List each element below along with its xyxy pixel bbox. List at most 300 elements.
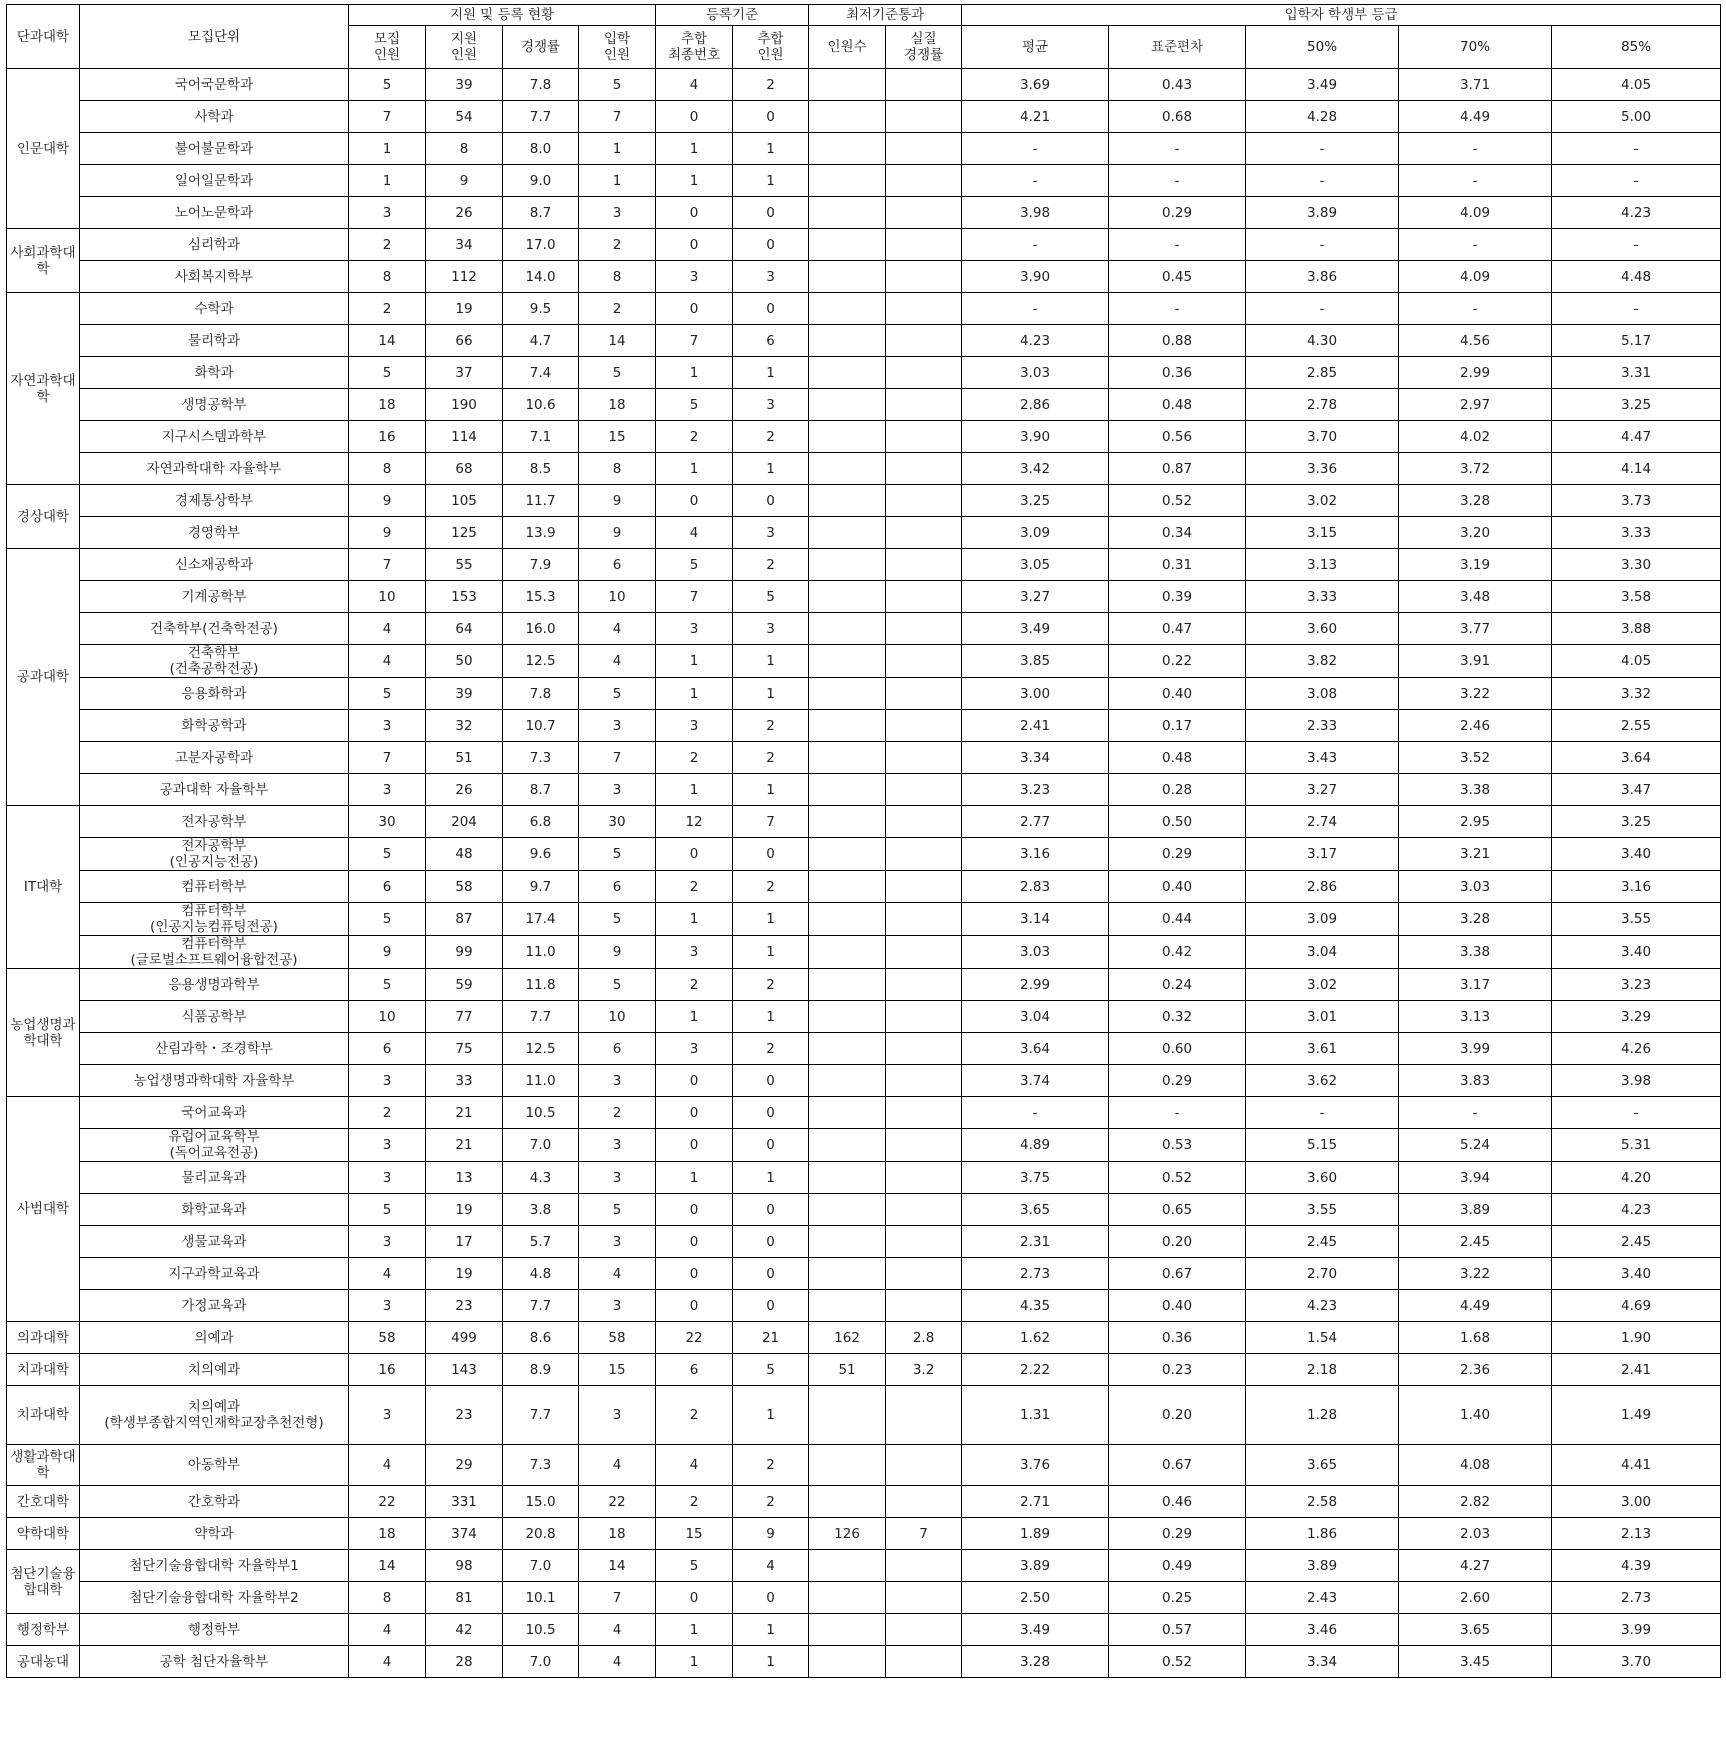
unit-cell: [80, 197, 349, 229]
avg-cell: 2.50: [962, 1582, 1109, 1614]
avg-cell: 2.99: [962, 969, 1109, 1001]
recruit-cell: 4: [349, 1445, 426, 1486]
real-ratio-cell: [886, 165, 962, 197]
p70-cell: 4.09: [1399, 197, 1552, 229]
unit-name-line: 전자공학부: [181, 838, 247, 854]
table-row: [7, 581, 1721, 613]
pass-count-cell: [809, 1614, 886, 1646]
extra-last-cell: 5: [656, 1550, 733, 1582]
header-unit: 모집단위: [80, 5, 349, 69]
unit-name-line: 치의예과: [187, 1361, 241, 1378]
table-header: [7, 5, 1721, 69]
avg-cell: 4.21: [962, 101, 1109, 133]
apply-cell: 51: [426, 742, 503, 774]
recruit-cell: 4: [349, 645, 426, 678]
recruit-cell: 18: [349, 389, 426, 421]
recruit-cell: 5: [349, 969, 426, 1001]
pass-count-cell: [809, 936, 886, 969]
apply-cell: 105: [426, 485, 503, 517]
apply-cell: 112: [426, 261, 503, 293]
p70-cell: 3.22: [1399, 678, 1552, 710]
recruit-cell: 14: [349, 325, 426, 357]
p85-cell: 3.98: [1552, 1065, 1721, 1097]
header-std: 표준편차: [1109, 26, 1246, 69]
p70-cell: 4.49: [1399, 1290, 1552, 1322]
p70-cell: 3.13: [1399, 1001, 1552, 1033]
p50-cell: 3.89: [1246, 1550, 1399, 1582]
extra-count-cell: 2: [733, 871, 809, 903]
enroll-cell: 7: [579, 742, 656, 774]
ratio-cell: 8.7: [503, 197, 579, 229]
ratio-cell: 4.7: [503, 325, 579, 357]
extra-count-cell: 7: [733, 806, 809, 838]
avg-cell: 2.31: [962, 1226, 1109, 1258]
extra-last-cell: 2: [656, 969, 733, 1001]
pass-count-cell: [809, 969, 886, 1001]
ratio-cell: 3.8: [503, 1194, 579, 1226]
ratio-cell: 20.8: [503, 1518, 579, 1550]
table-row: [7, 421, 1721, 453]
std-cell: 0.48: [1109, 389, 1246, 421]
unit-cell: [80, 1582, 349, 1614]
avg-cell: 3.09: [962, 517, 1109, 549]
recruit-cell: 7: [349, 549, 426, 581]
avg-cell: 3.25: [962, 485, 1109, 517]
ratio-cell: 8.7: [503, 774, 579, 806]
enroll-cell: 1: [579, 133, 656, 165]
extra-count-cell: 2: [733, 69, 809, 101]
p70-cell: 3.38: [1399, 774, 1552, 806]
p50-cell: -: [1246, 229, 1399, 261]
enroll-cell: 5: [579, 69, 656, 101]
extra-last-cell: 2: [656, 1386, 733, 1445]
table-row: [7, 645, 1721, 678]
enroll-cell: 4: [579, 1614, 656, 1646]
header-extra-last: 추합 최종번호: [656, 26, 733, 69]
pass-count-cell: [809, 613, 886, 645]
unit-name-line: 응용생명과학부: [168, 976, 260, 993]
p85-cell: 3.31: [1552, 357, 1721, 389]
unit-name-line: 생물교육과: [181, 1233, 247, 1250]
avg-cell: 1.89: [962, 1518, 1109, 1550]
unit-cell: [80, 1226, 349, 1258]
p50-cell: 2.45: [1246, 1226, 1399, 1258]
real-ratio-cell: [886, 1646, 962, 1678]
enroll-cell: 14: [579, 1550, 656, 1582]
p85-cell: 4.39: [1552, 1550, 1721, 1582]
avg-cell: 4.35: [962, 1290, 1109, 1322]
table-row: [7, 1322, 1721, 1354]
table-row: [7, 325, 1721, 357]
real-ratio-cell: [886, 517, 962, 549]
table-row: [7, 774, 1721, 806]
extra-count-cell: 1: [733, 1001, 809, 1033]
ratio-cell: 7.9: [503, 549, 579, 581]
recruit-cell: 3: [349, 197, 426, 229]
p85-cell: 4.20: [1552, 1162, 1721, 1194]
enroll-cell: 5: [579, 357, 656, 389]
header-enroll: 입학 인원: [579, 26, 656, 69]
unit-name-line: (글로벌소프트웨어융합전공): [130, 952, 298, 968]
real-ratio-cell: [886, 453, 962, 485]
p50-cell: 2.86: [1246, 871, 1399, 903]
table-row: [7, 969, 1721, 1001]
apply-cell: 59: [426, 969, 503, 1001]
unit-cell: [80, 69, 349, 101]
unit-name-line: 신소재공학과: [174, 556, 254, 573]
avg-cell: 2.73: [962, 1258, 1109, 1290]
avg-cell: -: [962, 293, 1109, 325]
ratio-cell: 12.5: [503, 1033, 579, 1065]
enroll-cell: 2: [579, 293, 656, 325]
enroll-cell: 4: [579, 645, 656, 678]
unit-name-line: 약학과: [194, 1525, 234, 1542]
pass-count-cell: [809, 197, 886, 229]
recruit-cell: 4: [349, 613, 426, 645]
apply-cell: 64: [426, 613, 503, 645]
p50-cell: 3.15: [1246, 517, 1399, 549]
unit-name-line: 자연과학대학 자율학부: [146, 460, 282, 477]
std-cell: 0.46: [1109, 1486, 1246, 1518]
unit-cell: [80, 936, 349, 969]
enroll-cell: 10: [579, 1001, 656, 1033]
p70-cell: 1.40: [1399, 1386, 1552, 1445]
pass-count-cell: [809, 421, 886, 453]
p70-cell: 3.99: [1399, 1033, 1552, 1065]
real-ratio-cell: [886, 1258, 962, 1290]
p85-cell: 3.25: [1552, 806, 1721, 838]
p85-cell: 4.23: [1552, 197, 1721, 229]
p70-cell: 4.08: [1399, 1445, 1552, 1486]
apply-cell: 19: [426, 1258, 503, 1290]
avg-cell: 3.05: [962, 549, 1109, 581]
college-cell: 자연과학대학: [7, 293, 80, 485]
unit-cell: [80, 613, 349, 645]
extra-last-cell: 0: [656, 293, 733, 325]
real-ratio-cell: [886, 1194, 962, 1226]
p85-cell: 3.25: [1552, 389, 1721, 421]
ratio-cell: 11.7: [503, 485, 579, 517]
p85-cell: 2.45: [1552, 1226, 1721, 1258]
recruit-cell: 5: [349, 678, 426, 710]
recruit-cell: 16: [349, 421, 426, 453]
extra-last-cell: 2: [656, 871, 733, 903]
p85-cell: -: [1552, 1097, 1721, 1129]
unit-name-line: 경영학부: [187, 524, 241, 541]
std-cell: 0.32: [1109, 1001, 1246, 1033]
recruit-cell: 4: [349, 1614, 426, 1646]
ratio-cell: 8.0: [503, 133, 579, 165]
p85-cell: 4.23: [1552, 1194, 1721, 1226]
enroll-cell: 3: [579, 1226, 656, 1258]
enroll-cell: 3: [579, 710, 656, 742]
ratio-cell: 7.4: [503, 357, 579, 389]
p70-cell: 3.94: [1399, 1162, 1552, 1194]
unit-cell: [80, 1518, 349, 1550]
real-ratio-cell: [886, 1582, 962, 1614]
enroll-cell: 4: [579, 613, 656, 645]
extra-count-cell: 9: [733, 1518, 809, 1550]
extra-count-cell: 1: [733, 357, 809, 389]
unit-cell: [80, 1386, 349, 1445]
avg-cell: 3.75: [962, 1162, 1109, 1194]
unit-cell: [80, 1065, 349, 1097]
unit-name-line: 지구과학교육과: [168, 1265, 260, 1282]
college-cell: IT대학: [7, 806, 80, 969]
p70-cell: 3.45: [1399, 1646, 1552, 1678]
enroll-cell: 9: [579, 517, 656, 549]
apply-cell: 39: [426, 678, 503, 710]
extra-count-cell: 2: [733, 549, 809, 581]
real-ratio-cell: [886, 1445, 962, 1486]
unit-cell: [80, 421, 349, 453]
p85-cell: 3.88: [1552, 613, 1721, 645]
recruit-cell: 8: [349, 1582, 426, 1614]
ratio-cell: 10.7: [503, 710, 579, 742]
unit-name-line: 국어교육과: [181, 1104, 247, 1121]
table-row: [7, 357, 1721, 389]
ratio-cell: 11.0: [503, 1065, 579, 1097]
avg-cell: 3.00: [962, 678, 1109, 710]
unit-cell: [80, 903, 349, 936]
recruit-cell: 2: [349, 1097, 426, 1129]
unit-name-line: 가정교육과: [181, 1297, 247, 1314]
avg-cell: 3.34: [962, 742, 1109, 774]
p70-cell: 3.77: [1399, 613, 1552, 645]
pass-count-cell: [809, 1129, 886, 1162]
ratio-cell: 14.0: [503, 261, 579, 293]
apply-cell: 48: [426, 838, 503, 871]
std-cell: 0.57: [1109, 1614, 1246, 1646]
avg-cell: 3.74: [962, 1065, 1109, 1097]
header-group-reg: 등록기준: [656, 5, 809, 26]
extra-count-cell: 0: [733, 1258, 809, 1290]
ratio-cell: 17.0: [503, 229, 579, 261]
recruit-cell: 1: [349, 165, 426, 197]
unit-cell: [80, 1001, 349, 1033]
extra-count-cell: 0: [733, 229, 809, 261]
extra-last-cell: 5: [656, 549, 733, 581]
real-ratio-cell: [886, 871, 962, 903]
p70-cell: 3.48: [1399, 581, 1552, 613]
p85-cell: 3.73: [1552, 485, 1721, 517]
ratio-cell: 7.0: [503, 1646, 579, 1678]
unit-cell: [80, 357, 349, 389]
std-cell: 0.29: [1109, 1065, 1246, 1097]
recruit-cell: 3: [349, 774, 426, 806]
apply-cell: 28: [426, 1646, 503, 1678]
extra-last-cell: 2: [656, 1486, 733, 1518]
std-cell: 0.67: [1109, 1445, 1246, 1486]
real-ratio-cell: [886, 581, 962, 613]
p50-cell: 5.15: [1246, 1129, 1399, 1162]
avg-cell: 3.23: [962, 774, 1109, 806]
extra-last-cell: 1: [656, 774, 733, 806]
apply-cell: 19: [426, 293, 503, 325]
avg-cell: 2.83: [962, 871, 1109, 903]
unit-cell: [80, 261, 349, 293]
extra-last-cell: 7: [656, 325, 733, 357]
recruit-cell: 3: [349, 1386, 426, 1445]
apply-cell: 55: [426, 549, 503, 581]
std-cell: 0.36: [1109, 357, 1246, 389]
college-cell: 약학대학: [7, 1518, 80, 1550]
extra-count-cell: 2: [733, 742, 809, 774]
unit-name-line: (인공지능컴퓨팅전공): [150, 919, 278, 935]
avg-cell: 1.31: [962, 1386, 1109, 1445]
pass-count-cell: [809, 1386, 886, 1445]
ratio-cell: 7.7: [503, 1386, 579, 1445]
p85-cell: 1.90: [1552, 1322, 1721, 1354]
p50-cell: 3.70: [1246, 421, 1399, 453]
extra-last-cell: 0: [656, 1065, 733, 1097]
header-group-min: 최저기준통과: [809, 5, 962, 26]
extra-count-cell: 1: [733, 1646, 809, 1678]
real-ratio-cell: [886, 806, 962, 838]
enroll-cell: 5: [579, 678, 656, 710]
p70-cell: 1.68: [1399, 1322, 1552, 1354]
table-row: [7, 517, 1721, 549]
std-cell: 0.29: [1109, 1518, 1246, 1550]
real-ratio-cell: [886, 1001, 962, 1033]
avg-cell: 3.03: [962, 357, 1109, 389]
std-cell: 0.60: [1109, 1033, 1246, 1065]
recruit-cell: 14: [349, 1550, 426, 1582]
enroll-cell: 5: [579, 838, 656, 871]
enroll-cell: 3: [579, 197, 656, 229]
table-row: [7, 453, 1721, 485]
unit-cell: [80, 1129, 349, 1162]
recruit-cell: 3: [349, 1065, 426, 1097]
table-row: [7, 1097, 1721, 1129]
p70-cell: 4.02: [1399, 421, 1552, 453]
college-cell: 의과대학: [7, 1322, 80, 1354]
p70-cell: 3.83: [1399, 1065, 1552, 1097]
extra-last-cell: 0: [656, 1226, 733, 1258]
p50-cell: -: [1246, 165, 1399, 197]
avg-cell: 3.28: [962, 1646, 1109, 1678]
avg-cell: 3.69: [962, 69, 1109, 101]
header-ratio: 경쟁률: [503, 26, 579, 69]
p85-cell: 3.47: [1552, 774, 1721, 806]
ratio-cell: 10.6: [503, 389, 579, 421]
header-extra-count: 추합 인원: [733, 26, 809, 69]
extra-last-cell: 3: [656, 710, 733, 742]
p50-cell: 1.28: [1246, 1386, 1399, 1445]
p70-cell: 3.71: [1399, 69, 1552, 101]
real-ratio-cell: [886, 1162, 962, 1194]
ratio-cell: 9.7: [503, 871, 579, 903]
pass-count-cell: [809, 774, 886, 806]
extra-last-cell: 4: [656, 1445, 733, 1486]
table-row: [7, 1226, 1721, 1258]
p70-cell: 3.22: [1399, 1258, 1552, 1290]
recruit-cell: 9: [349, 936, 426, 969]
apply-cell: 499: [426, 1322, 503, 1354]
unit-cell: [80, 549, 349, 581]
extra-count-cell: 2: [733, 969, 809, 1001]
avg-cell: -: [962, 1097, 1109, 1129]
college-cell: 행정학부: [7, 1614, 80, 1646]
pass-count-cell: 162: [809, 1322, 886, 1354]
recruit-cell: 5: [349, 69, 426, 101]
p85-cell: 3.70: [1552, 1646, 1721, 1678]
pass-count-cell: [809, 1258, 886, 1290]
table-row: [7, 613, 1721, 645]
std-cell: 0.47: [1109, 613, 1246, 645]
header-group-apply: 지원 및 등록 현황: [349, 5, 656, 26]
avg-cell: 3.03: [962, 936, 1109, 969]
extra-count-cell: 5: [733, 1354, 809, 1386]
extra-last-cell: 1: [656, 678, 733, 710]
p70-cell: 3.89: [1399, 1194, 1552, 1226]
apply-cell: 153: [426, 581, 503, 613]
table-row: [7, 903, 1721, 936]
pass-count-cell: [809, 165, 886, 197]
p85-cell: 3.29: [1552, 1001, 1721, 1033]
extra-last-cell: 1: [656, 645, 733, 678]
recruit-cell: 30: [349, 806, 426, 838]
p70-cell: 3.72: [1399, 453, 1552, 485]
real-ratio-cell: [886, 1226, 962, 1258]
std-cell: -: [1109, 229, 1246, 261]
unit-cell: [80, 1445, 349, 1486]
extra-last-cell: 0: [656, 197, 733, 229]
p85-cell: 4.05: [1552, 645, 1721, 678]
extra-count-cell: 0: [733, 101, 809, 133]
extra-last-cell: 6: [656, 1354, 733, 1386]
p50-cell: 3.82: [1246, 645, 1399, 678]
unit-name-line: (학생부종합지역인재학교장추천전형): [104, 1415, 324, 1431]
p50-cell: -: [1246, 133, 1399, 165]
p50-cell: 4.30: [1246, 325, 1399, 357]
pass-count-cell: 126: [809, 1518, 886, 1550]
college-cell: 공과대학: [7, 549, 80, 806]
unit-cell: [80, 1354, 349, 1386]
avg-cell: 3.27: [962, 581, 1109, 613]
recruit-cell: 5: [349, 903, 426, 936]
unit-cell: [80, 101, 349, 133]
apply-cell: 190: [426, 389, 503, 421]
real-ratio-cell: [886, 357, 962, 389]
unit-name-line: 화학교육과: [181, 1201, 247, 1218]
table-row: [7, 871, 1721, 903]
table-row: [7, 133, 1721, 165]
p70-cell: 3.19: [1399, 549, 1552, 581]
table-row: [7, 101, 1721, 133]
p85-cell: 4.05: [1552, 69, 1721, 101]
extra-count-cell: 1: [733, 903, 809, 936]
pass-count-cell: [809, 903, 886, 936]
unit-name-line: 농업생명과학대학 자율학부: [133, 1072, 295, 1089]
enroll-cell: 3: [579, 1129, 656, 1162]
table-row: [7, 229, 1721, 261]
p50-cell: 3.04: [1246, 936, 1399, 969]
ratio-cell: 11.0: [503, 936, 579, 969]
std-cell: 0.67: [1109, 1258, 1246, 1290]
p70-cell: 2.99: [1399, 357, 1552, 389]
real-ratio-cell: [886, 421, 962, 453]
apply-cell: 21: [426, 1129, 503, 1162]
extra-count-cell: 3: [733, 613, 809, 645]
unit-name-line: 첨단기술융합대학 자율학부1: [129, 1557, 299, 1574]
ratio-cell: 7.3: [503, 1445, 579, 1486]
pass-count-cell: [809, 1582, 886, 1614]
unit-name-line: 고분자공학과: [174, 749, 254, 766]
ratio-cell: 11.8: [503, 969, 579, 1001]
unit-name-line: 건축학부(건축학전공): [150, 620, 278, 637]
pass-count-cell: [809, 742, 886, 774]
